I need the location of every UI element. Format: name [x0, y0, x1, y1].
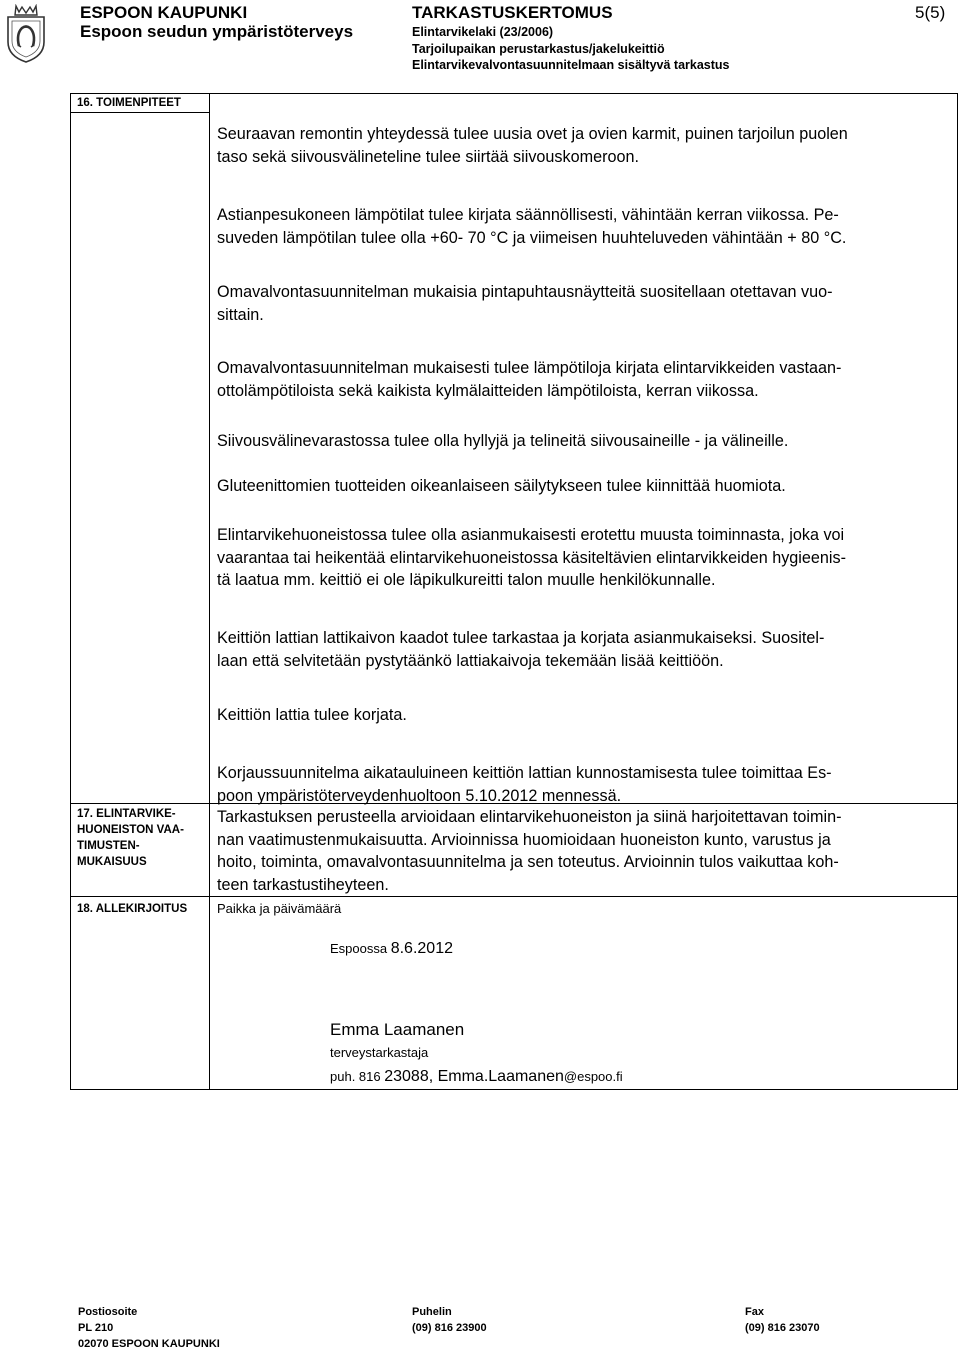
column-divider [209, 93, 210, 1090]
compliance-text: Tarkastuksen perusteella arvioidaan elintarvikehuoneiston ja siinä harjoitettavan toimin- nan vaatimustenmukaisuutta. Arvioinnissa huomioidaan huoneiston kunto, varustus ja hoito, toiminta, omavalvontasuunnitelma ja sen toteutus. Arvioinnin tulos vaikuttaa koh- teen tarkastustiheyteen. [217, 808, 842, 894]
footer-phone-number: (09) 816 23900 [412, 1322, 487, 1334]
measure-paragraph-10: Korjaussuunnitelma aikatauluineen keittiön lattian kunnostamisesta tulee toimittaa Es- poon ympäristöterveydenhuoltoon 5.10.2012 mennessä. [217, 764, 832, 805]
footer-phone [412, 1304, 487, 1336]
footer-postal-code: 02070 ESPOON KAUPUNKI [78, 1338, 220, 1350]
signer-name: Emma Laamanen [330, 1020, 465, 1039]
footer-fax-number: (09) 816 23070 [745, 1322, 820, 1334]
measure-paragraph-7: Elintarvikehuoneistossa tulee olla asianmukaisesti erotettu muusta toiminnasta, joka voi vaarantaa tai heikentää elintarvikehuoneistossa käsiteltävien elintarvikkeiden hygieenis- tä laatua mm. keittiö ei ole läpikulkureitti talon muulle henkilökunnalle. [217, 526, 846, 589]
header-city: ESPOON KAUPUNKI [80, 3, 248, 22]
signature-place: Espoossa [330, 941, 391, 956]
footer-po-box: PL 210 [78, 1322, 114, 1334]
measure-paragraph-3: Omavalvontasuunnitelman mukaisia pintapuhtausnäytteitä suositellaan otettavan vuo- sittain. [217, 283, 833, 324]
header-inspection-scope: Elintarvikevalvontasuunnitelmaan sisältyvä tarkastus [412, 58, 730, 72]
measure-paragraph-4: Omavalvontasuunnitelman mukaisesti tulee lämpötiloja kirjata elintarvikkeiden vastaan- ottolämpötiloista sekä kaikista kylmälaitteiden lämpötiloista, kerran viikossa. [217, 359, 842, 400]
email-domain: @espoo.fi [563, 1069, 623, 1084]
header-law: Elintarvikelaki (23/2006) [412, 25, 554, 39]
footer-fax-label: Fax [745, 1306, 764, 1318]
measure-paragraph-9: Keittiön lattia tulee korjata. [217, 706, 407, 724]
section-18-divider [70, 896, 958, 897]
measure-paragraph-1: Seuraavan remontin yhteydessä tulee uusia ovet ja ovien karmit, puinen tarjoilun puolen taso sekä siivousvälineteline tulee siirtää siivouskomeroon. [217, 125, 848, 166]
measure-paragraph-6: Gluteenittomien tuotteiden oikeanlaiseen säilytykseen tulee kiinnittää huomiota. [217, 477, 786, 495]
document-title: TARKASTUSKERTOMUS [412, 3, 613, 22]
signer-title: terveystarkastaja [330, 1045, 429, 1060]
page-number: 5(5) [915, 3, 946, 22]
signature-date: 8.6.2012 [390, 940, 453, 957]
espoo-coat-of-arms-logo [4, 4, 48, 64]
section-17-label: 17. ELINTARVIKE- HUONEISTON VAA- TIMUSTEN- MUKAISUUS [77, 808, 184, 868]
measure-paragraph-2: Astianpesukoneen lämpötilat tulee kirjata säännöllisesti, vähintään kerran viikossa. Pe- suveden lämpötilan tulee olla +60- 70 °C ja viimeisen huuhteluveden vähintään + 80 °C. [217, 206, 847, 247]
signer-contact [330, 1068, 623, 1086]
header-department: Espoon seudun ympäristöterveys [80, 22, 354, 41]
measure-paragraph-8: Keittiön lattian lattikaivon kaadot tulee tarkastaa ja korjata asianmukaiseksi. Suositel- laan että selvitetään pystytäänkö lattiakaivoja tekemään lisää keittiöön. [217, 629, 825, 670]
footer-phone-label: Puhelin [412, 1306, 452, 1318]
place-date-label: Paikka ja päivämäärä [217, 901, 342, 916]
section-label-divider [70, 112, 210, 113]
measure-paragraph-5: Siivousvälinevarastossa tulee olla hyllyjä ja telineitä siivousaineille - ja välineille. [217, 432, 789, 450]
header-inspection-type: Tarjoilupaikan perustarkastus/jakelukeittiö [412, 42, 665, 56]
section-18-label: 18. ALLEKIRJOITUS [77, 903, 188, 915]
phone-and-email: 23088, Emma.Laamanen [384, 1068, 564, 1085]
footer-postal-label: Postiosoite [78, 1306, 138, 1318]
section-16-label: 16. TOIMENPITEET [77, 97, 181, 109]
signature-place-date [330, 940, 453, 958]
phone-prefix: puh. 816 [330, 1069, 385, 1084]
footer-fax [745, 1304, 820, 1336]
